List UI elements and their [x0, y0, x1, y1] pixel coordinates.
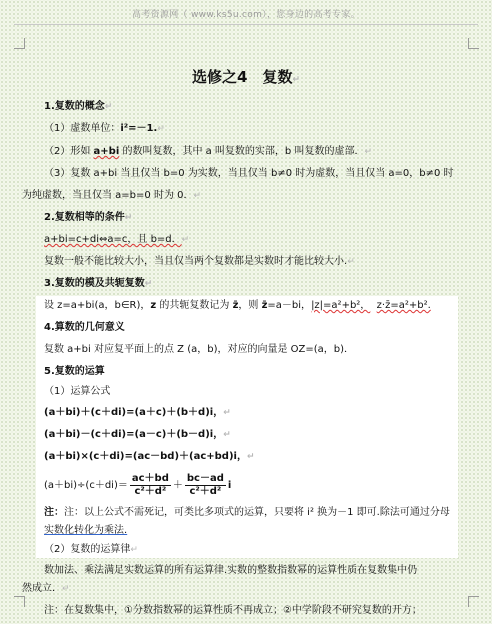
section-2-line-2: 复数一般不能比较大小，当且仅当两个复数都是实数时才能比较大小.↵	[44, 256, 355, 267]
section-4-heading: 4.算数的几何意义	[44, 322, 125, 333]
note-1-line-2: 实数化转化为乘法.	[44, 525, 128, 536]
margin-corner-bottom-left	[14, 596, 25, 607]
law-line-1: 数加法、乘法满足实数运算的所有运算律.实数的整数指数幂的运算性质在复数集中仍	[44, 565, 418, 576]
section-2-line-1: a+bi=c+di⇔a=c，且 b=d．↵	[44, 234, 190, 245]
formula-multiplication: (a＋bi)×(c＋di)=(ac－bd)＋(ac+bd)i，↵	[44, 451, 255, 462]
header-rule	[14, 24, 478, 25]
section-2-heading: 2.复数相等的条件↵	[44, 212, 133, 223]
section-1-line-4: 为纯虚数，当且仅当 a=b=0 时为 0．↵	[22, 190, 202, 201]
section-5-subheading-2: （2）复数的运算律↵	[44, 544, 138, 555]
fraction-imaginary-part: $\frac{bc-ad}{\text{c²＋d²}}$	[186, 472, 224, 497]
note-2-line: 注：在复数集中，①分数指数幂的运算性质不再成立；②中学阶段不研究复数的开方；	[44, 605, 422, 616]
law-line-2: 然成立．↵	[22, 583, 70, 594]
formula-subtraction: (a＋bi)－(c＋di)=(a－c)＋(b－d)i，↵	[44, 429, 231, 440]
section-4-line-1: 复数 a+bi 对应复平面上的点 Z (a，b)，对应的向量是 OZ=(a，b)．	[44, 344, 355, 355]
section-1-line-3: （3）复数 a+bi 当且仅当 b=0 为实数，当且仅当 b≠0 时为虚数，当且仅当 a=0，b≠0 时	[44, 168, 454, 179]
section-1-line-2: （2）形如 a+bi 的数叫复数，其中 a 叫复数的实部，b 叫复数的虚部．↵	[44, 146, 373, 157]
note-1-line-1: 注：注：以上公式不需死记，可类比多项式的运算，只要将 i² 换为－1 即可.除法可通过分母	[44, 507, 450, 518]
section-3-heading: 3.复数的模及共轭复数↵	[44, 278, 153, 289]
section-3-line-1: 设 z=a+bi(a，b∈R)，z 的共轭复数记为 z̄，则 z̄=a－bi，|z|=a²+b²， z·z̄=a²+b².	[44, 300, 431, 311]
formula-addition: (a＋bi)＋(c＋di)=(a＋c)＋(b＋d)i，↵	[44, 407, 231, 418]
page-header-text: 高考资源网（ www.ks5u.com），您身边的高考专家。	[132, 10, 360, 20]
formula-division: (a＋bi)÷(c＋di)＝ $\frac{ac+bd}{\text{c²＋d²}}$ ＋ $\frac{bc-ad}{\text{c²＋d²}}$ i	[44, 472, 232, 497]
page-title	[0, 66, 492, 87]
title-text: 选修之4 复数	[192, 68, 293, 86]
fraction-real-part: $\frac{ac+bd}{\text{c²＋d²}}$	[131, 472, 169, 497]
margin-corner-top-left	[14, 38, 25, 49]
margin-corner-top-right	[468, 38, 479, 49]
section-1-heading: 1.复数的概念↵	[44, 101, 113, 112]
section-5-subheading-1: （1）运算公式	[44, 386, 111, 397]
paragraph-mark: ↵	[292, 75, 300, 85]
section-5-heading: 5.复数的运算	[44, 366, 105, 377]
margin-corner-bottom-right	[468, 596, 479, 607]
section-1-line-1: （1）虚数单位：i²=－1.↵	[44, 123, 165, 134]
